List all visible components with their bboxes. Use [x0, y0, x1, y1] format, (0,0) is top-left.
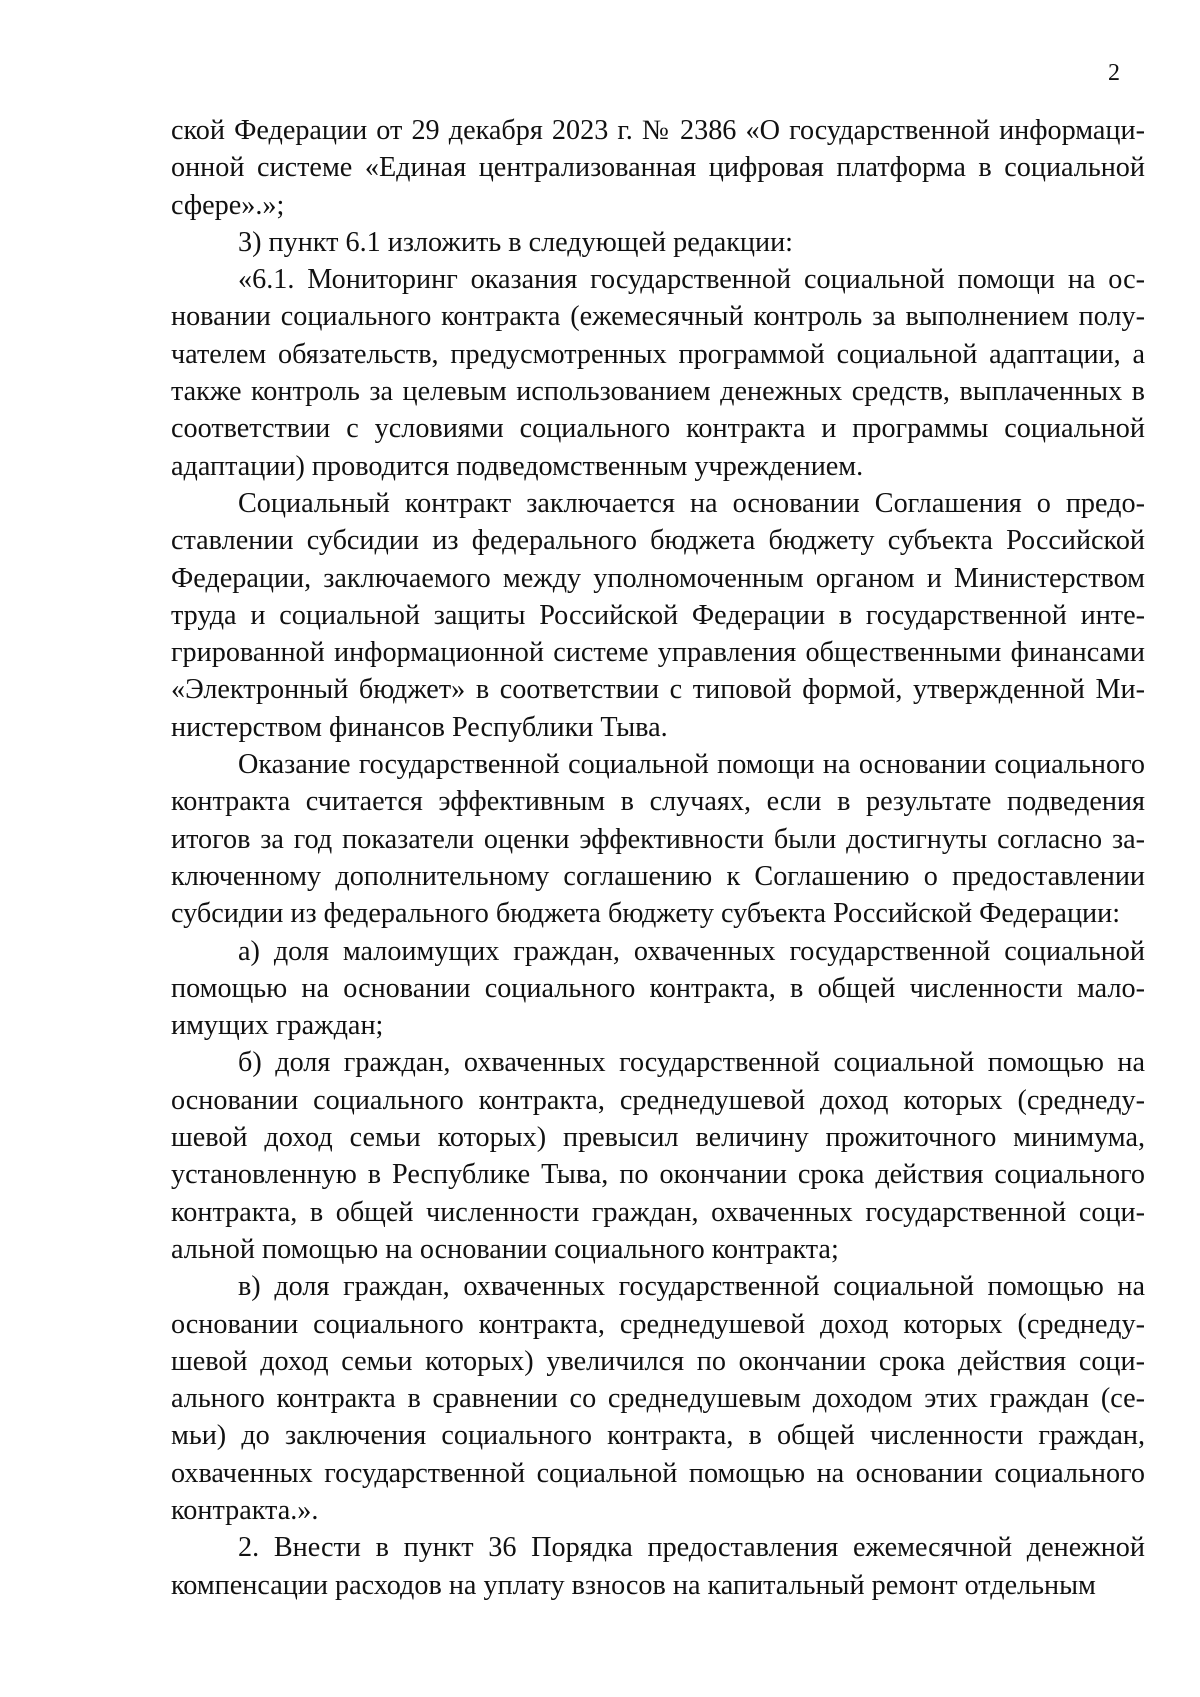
paragraph-6-1-monitoring: «6.1. Мониторинг оказания государственной социальной помощи на основании социального контракта (ежемесячный контроль за выполнением получателем обязательств, предусмотренных программой социальной адаптации, а также контроль за целевым использованием денежных средств, выплаченных в соответствии с условиями социального контракта и программы социальной адаптации) проводится подведомственным учреждением.	[171, 264, 1145, 482]
paragraph-social-contract: Социальный контракт заключается на основании Соглашения о предоставлении субсидии из федерального бюджета бюджету субъекта Российской Федерации, заключаемого между уполномоченным органом и Министерством труда и социальной защиты Российской Федерации в государственной интегрированной информационной системе управления общественными финансами «Электронный бюджет» в соответствии с типовой формой, утвержденной Министерством финансов Республики Тыва.	[171, 487, 1145, 743]
paragraph-continuation: ской Федерации от 29 декабря 2023 г. № 2386 «О государственной информационной системе «Единая централизованная цифровая платформа в социальной сфере».»;	[171, 115, 1145, 221]
paragraph-section-2: 2. Внести в пункт 36 Порядка предоставления ежемесячной денежной компенсации расходов на уплату взносов на капитальный ремонт отдельным	[171, 1532, 1145, 1601]
paragraph-item-b: б) доля граждан, охваченных государственной социальной помощью на основании социального контракта, среднедушевой доход которых (среднедушевой доход семьи которых) превысил величину прожиточного минимума, установленную в Республике Тыва, по окончании срока действия социального контракта, в общей численности граждан, охваченных государственной социальной помощью на основании социального контракта;	[171, 1047, 1145, 1265]
paragraph-item-v: в) доля граждан, охваченных государственной социальной помощью на основании социального контракта, среднедушевой доход которых (среднедушевой доход семьи которых) увеличился по окончании срока действия социального контракта в сравнении со среднедушевым доходом этих граждан (семьи) до заключения социального контракта, в общей численности граждан, охваченных государственной социальной помощью на основании социального контракта.».	[171, 1271, 1145, 1526]
paragraph-item-3: 3) пункт 6.1 изложить в следующей редакции:	[238, 226, 793, 258]
paragraph-effectiveness: Оказание государственной социальной помощи на основании социального контракта считается эффективным в случаях, если в результате подведения итогов за год показатели оценки эффективности были достигнуты согласно заключенному дополнительному соглашению к Соглашению о предоставлении субсидии из федерального бюджета бюджету субъекта Российской Федерации:	[171, 749, 1145, 930]
body-text	[171, 112, 1145, 1604]
page-number: 2	[1108, 60, 1120, 86]
paragraph-item-a: а) доля малоимущих граждан, охваченных государственной социальной помощью на основании социального контракта, в общей численности малоимущих граждан;	[171, 935, 1145, 1042]
